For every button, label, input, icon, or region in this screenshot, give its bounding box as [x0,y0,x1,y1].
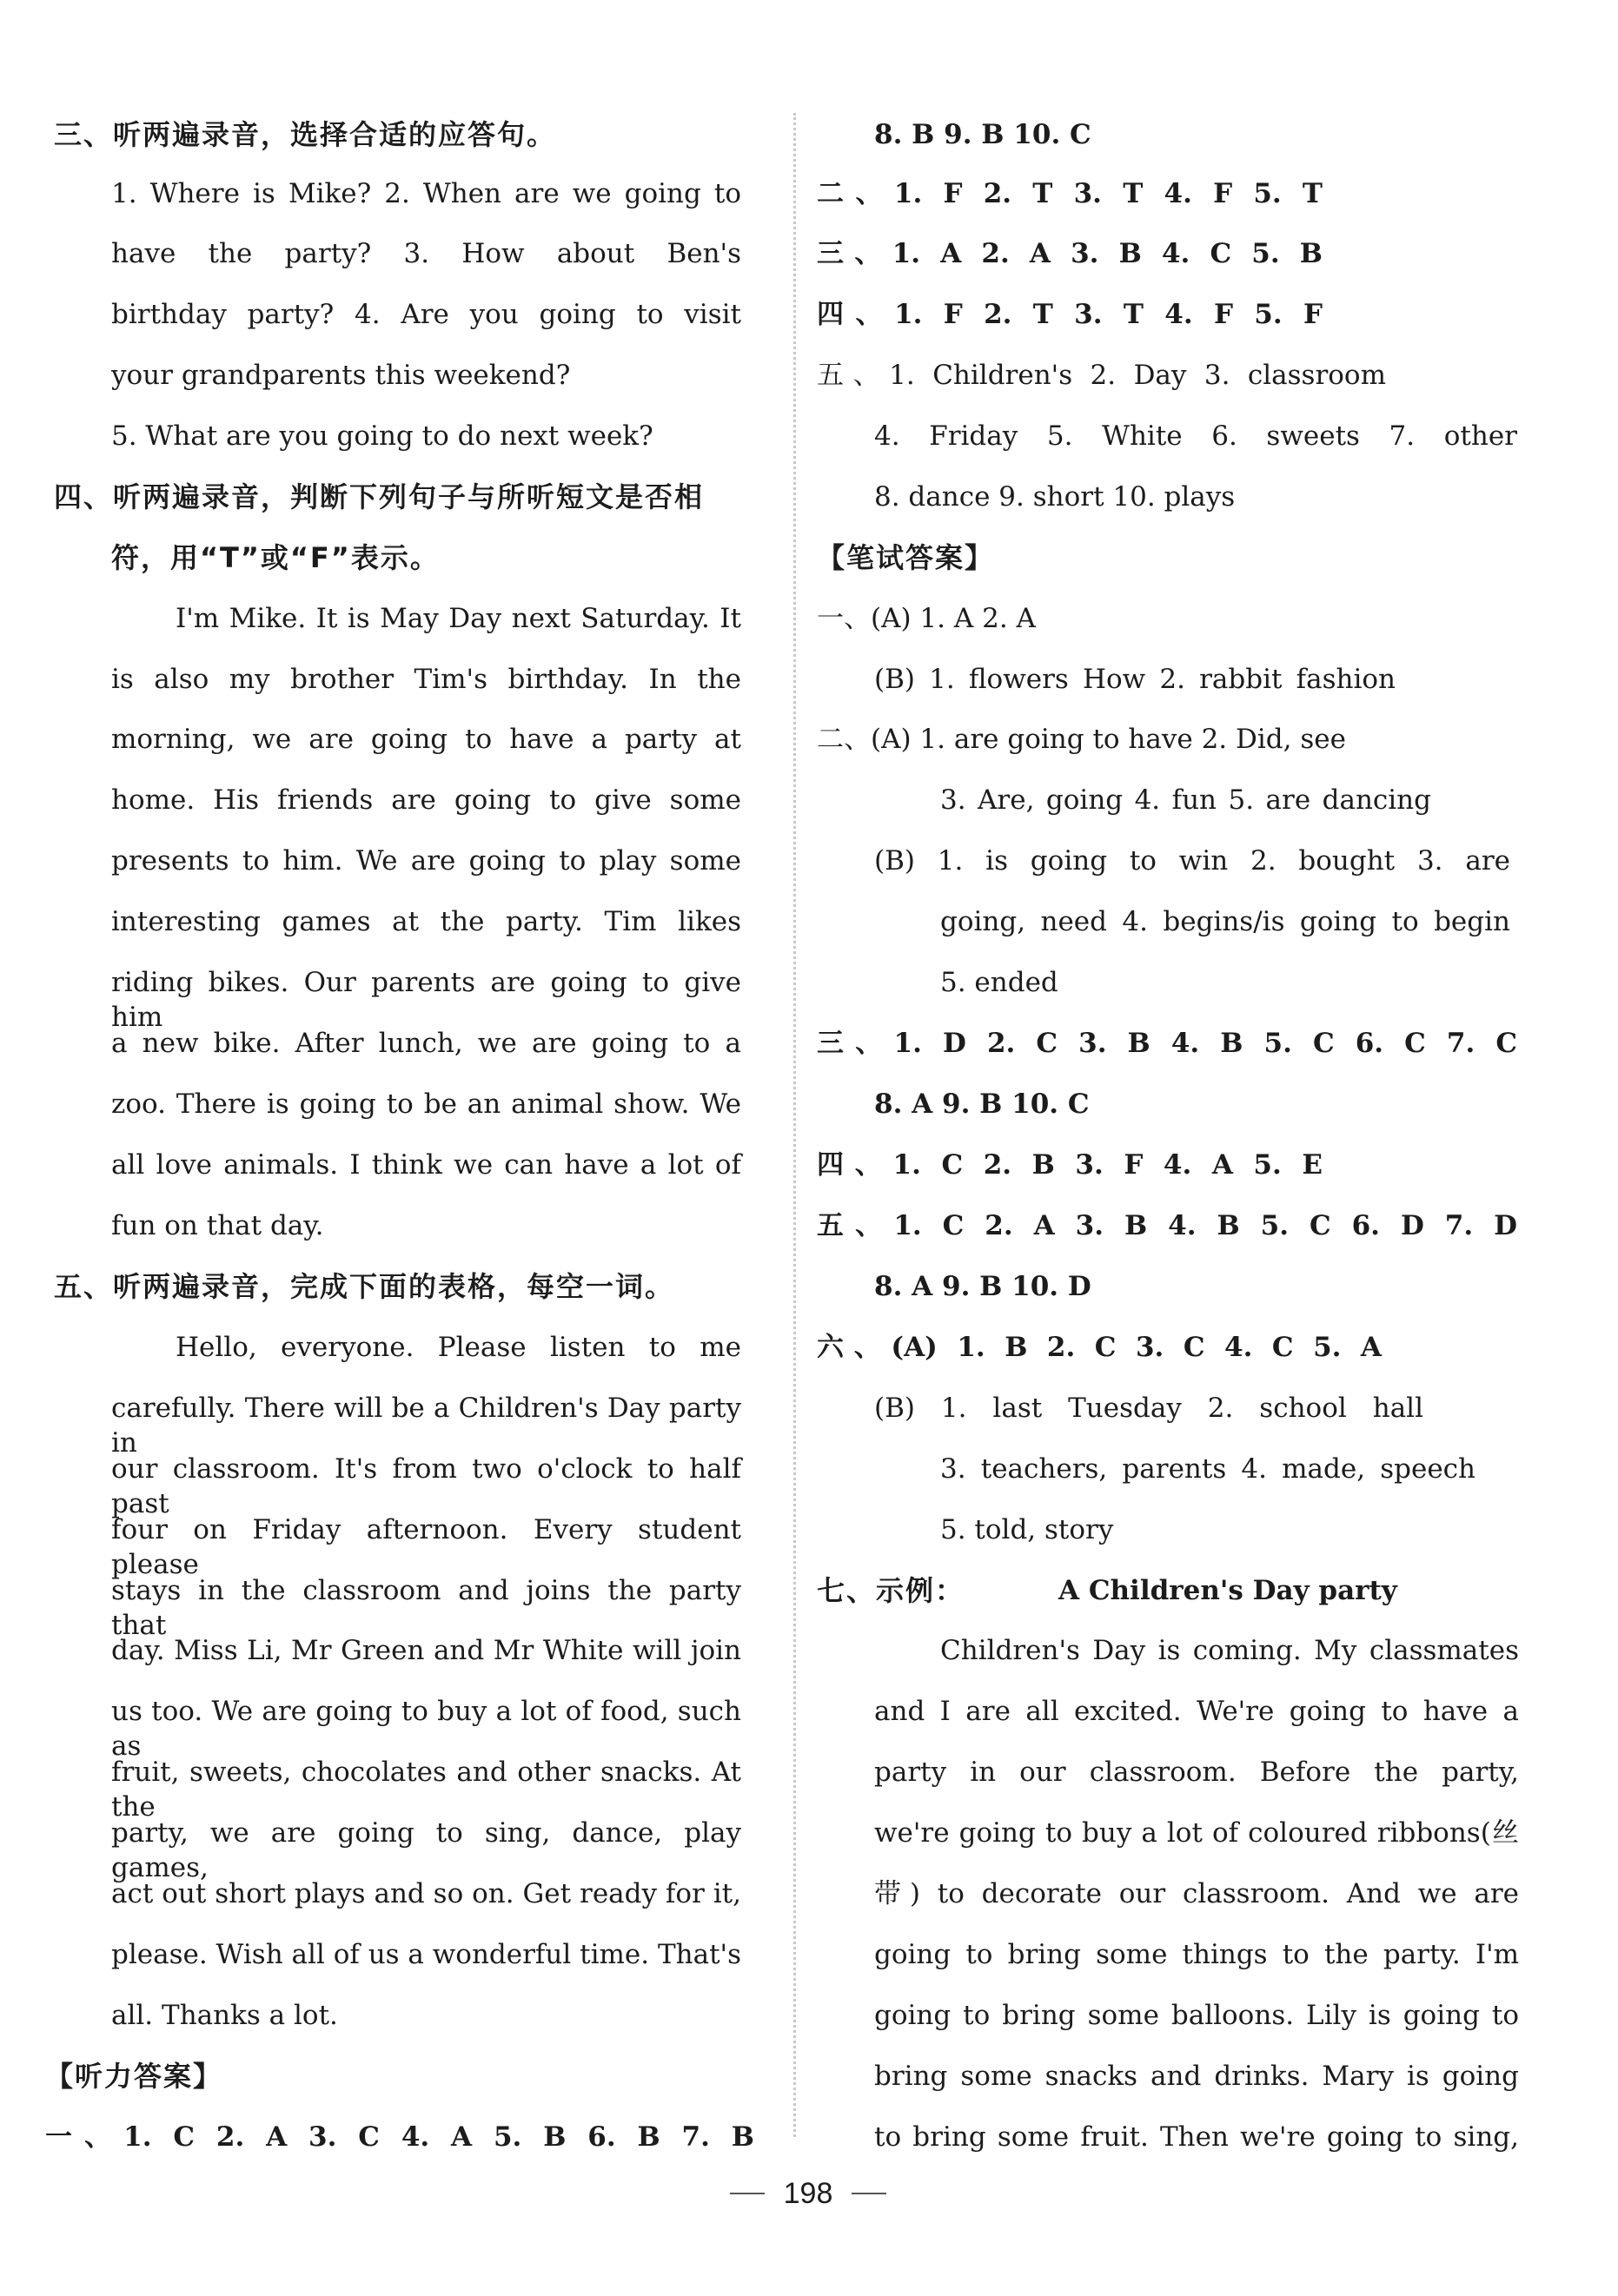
passage-line: morning, we are going to have a party at [111,724,741,755]
answer-line: (B) 1. flowers How 2. rabbit fashion [874,664,1396,695]
page-footer [626,2172,991,2215]
passage-line: Hello, everyone. Please listen to me [176,1332,741,1363]
answer-line: 3. Are, going 4. fun 5. are dancing [940,784,1431,816]
answer-line: (B) 1. last Tuesday 2. school hall [874,1393,1423,1424]
essay-line: Children's Day is coming. My classmates [940,1635,1519,1666]
answer-line: 五、1. Children's 2. Day 3. classroom [817,360,1386,391]
passage-line: presents to him. We are going to play some [111,845,741,877]
essay-line: we're going to buy a lot of coloured ribbons(丝 [874,1817,1519,1849]
answer-line: 3. teachers, parents 4. made, speech [940,1453,1475,1485]
answer-line: 一、(A) 1. A 2. A [817,603,1036,634]
passage-line: zoo. There is going to be an animal show. We [111,1088,741,1120]
essay-line: to bring some fruit. Then we're going to sing, [874,2121,1519,2153]
page-number: 198 [783,2176,833,2210]
passage-line: is also my brother Tim's birthday. In the [111,664,741,695]
answer-line: 8. B 9. B 10. C [874,119,1091,150]
essay-title: A Children's Day party [1058,1575,1397,1606]
passage-line: interesting games at the party. Tim likes [111,906,741,937]
passage-line: riding bikes. Our parents are going to give him [111,967,741,1033]
essay-line: party in our classroom. Before the party, [874,1757,1519,1788]
section-3-line: 5. What are you going to do next week? [111,420,653,452]
written-answers-heading: 【笔试答案】 [817,541,995,574]
answer-line: 二、(A) 1. are going to have 2. Did, see [817,724,1346,755]
essay-line: going to bring some things to the party. I'm [874,1939,1519,1970]
listening-answers-heading: 【听力答案】 [45,2060,223,2093]
passage-line: carefully. There will be a Children's Day party in [111,1393,741,1459]
section-3-line: your grandparents this weekend? [111,360,571,391]
section-3-line: have the party? 3. How about Ben's [111,238,741,269]
footer-dash [730,2193,765,2194]
essay-line: bring some snacks and drinks. Mary is going [874,2061,1519,2092]
passage-line: please. Wish all of us a wonderful time. That's [111,1939,741,1970]
essay-line: 带) to decorate our classroom. And we are [874,1878,1519,1909]
answer-line: 四、1. F 2. T 3. T 4. F 5. F [817,299,1323,330]
section-3-heading: 三、听两遍录音，选择合适的应答句。 [54,118,557,151]
footer-dash [852,2193,886,2194]
answer-line: 三、1. A 2. A 3. B 4. C 5. B [817,238,1323,269]
section-4-heading: 四、听两遍录音，判断下列句子与所听短文是否相 [54,480,705,513]
answer-line: 二、1. F 2. T 3. T 4. F 5. T [817,178,1323,209]
passage-line: fruit, sweets, chocolates and other snacks. At the [111,1757,741,1823]
passage-line: fun on that day. [111,1210,324,1241]
answer-line: 4. Friday 5. White 6. sweets 7. other [874,420,1517,452]
passage-line: a new bike. After lunch, we are going to a [111,1028,741,1059]
answer-line: 三、1. D 2. C 3. B 4. B 5. C 6. C 7. C [817,1028,1517,1059]
passage-line: I'm Mike. It is May Day next Saturday. It [176,603,741,634]
passage-line: four on Friday afternoon. Every student please [111,1514,741,1580]
essay-line: and I are all excited. We're going to have a [874,1696,1519,1727]
passage-line: home. His friends are going to give some [111,784,741,816]
passage-line: our classroom. It's from two o'clock to half past [111,1453,741,1519]
passage-line: stays in the classroom and joins the party that [111,1575,741,1641]
column-divider [793,113,796,2137]
section-7-label: 七、示例： [817,1574,965,1607]
answer-line: 五、1. C 2. A 3. B 4. B 5. C 6. D 7. D [817,1210,1517,1241]
passage-line: all love animals. I think we can have a lot of [111,1149,741,1181]
passage-line: act out short plays and so on. Get ready for it, [111,1878,741,1909]
section-3-line: 1. Where is Mike? 2. When are we going to [111,178,741,209]
answer-line: 8. dance 9. short 10. plays [874,481,1236,513]
answer-line: 5. ended [940,967,1058,998]
answer-line: 一、1. C 2. A 3. C 4. A 5. B 6. B 7. B [45,2121,754,2153]
answer-line: 8. A 9. B 10. C [874,1088,1090,1120]
answer-line: 5. told, story [940,1514,1114,1545]
passage-line: all. Thanks a lot. [111,2000,338,2031]
answer-line: 六、(A) 1. B 2. C 3. C 4. C 5. A [817,1332,1382,1363]
passage-line: day. Miss Li, Mr Green and Mr White will join [111,1635,741,1666]
passage-line: party, we are going to sing, dance, play games, [111,1817,741,1883]
essay-line: going to bring some balloons. Lily is going to [874,2000,1519,2031]
section-5-heading: 五、听两遍录音，完成下面的表格，每空一词。 [54,1270,675,1303]
answer-line: 8. A 9. B 10. D [874,1271,1091,1302]
answer-line: going, need 4. begins/is going to begin [940,906,1510,937]
passage-line: us too. We are going to buy a lot of food, such as [111,1696,741,1762]
section-3-line: birthday party? 4. Are you going to visit [111,299,741,330]
answer-line: (B) 1. is going to win 2. bought 3. are [874,845,1510,877]
section-4-heading-cont: 符，用“T”或“F”表示。 [111,541,440,574]
answer-line: 四、1. C 2. B 3. F 4. A 5. E [817,1149,1323,1181]
